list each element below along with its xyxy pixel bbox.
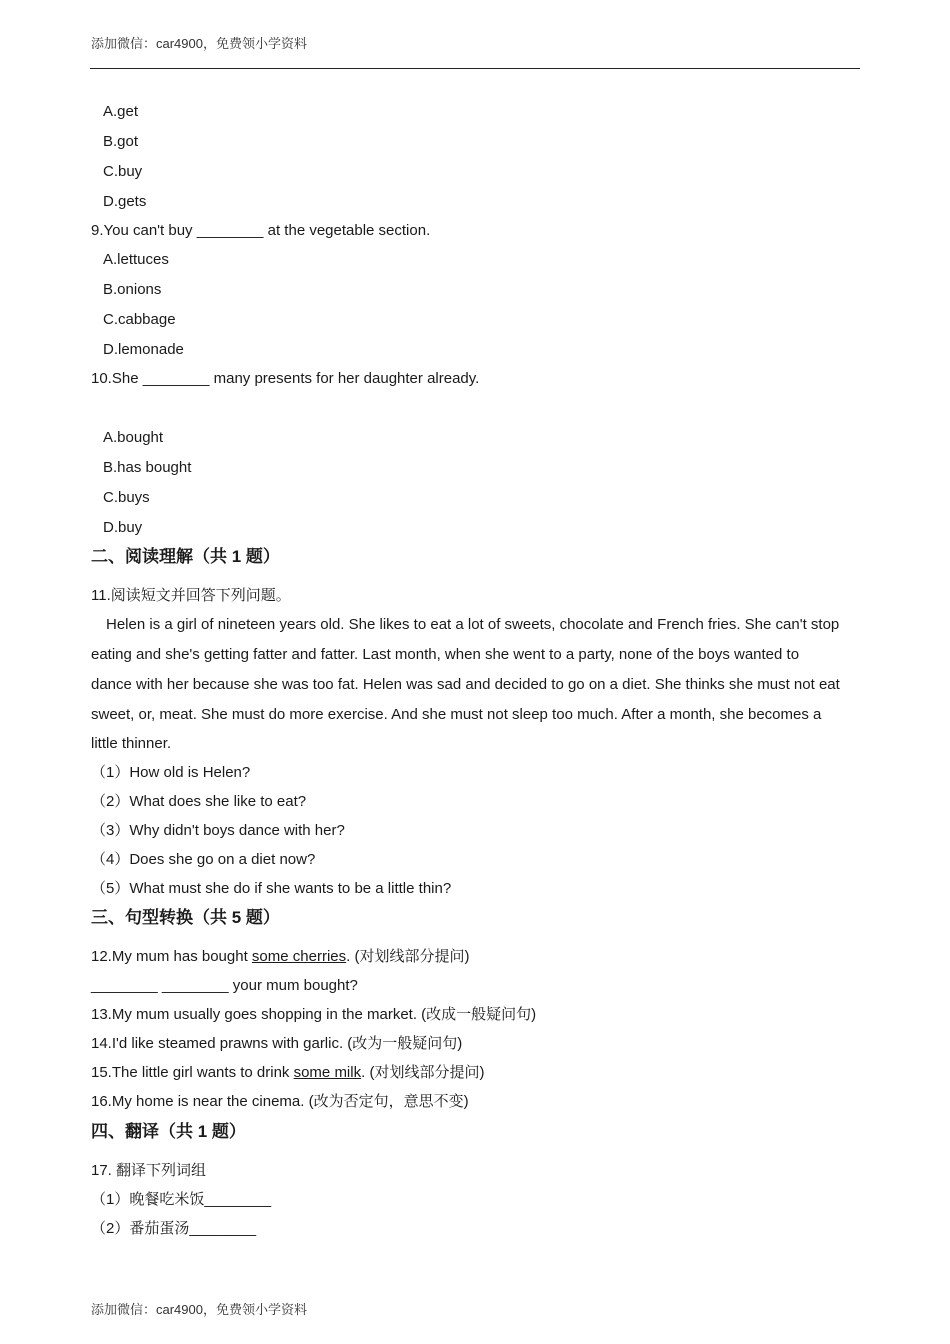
header-divider (90, 68, 860, 69)
q12-stem-after: . (对划线部分提问) (346, 948, 470, 965)
q9-stem: 9.You can't buy ________ at the vegetable section. (91, 222, 431, 239)
q8-option-a: A.get (103, 103, 139, 120)
q8-option-b: B.got (103, 133, 139, 150)
q10-option-b: B.has bought (103, 459, 192, 476)
q12-stem (91, 947, 469, 967)
section-title-reading: 二、阅读理解（共 1 题） (91, 547, 280, 566)
footer-note: 添加微信：car4900，免费领小学资料 (91, 1302, 307, 1317)
q13-stem: 13.My mum usually goes shopping in the market. (改成一般疑问句) (91, 1006, 537, 1023)
q9-option-d: D.lemonade (103, 341, 184, 358)
q10-stem: 10.She ________ many presents for her daughter already. (91, 370, 480, 387)
q11-stem: 11.阅读短文并回答下列问题。 (91, 587, 291, 604)
q10-option-d: D.buy (103, 519, 143, 536)
q8-option-d: D.gets (103, 193, 147, 210)
q9-option-a: A.lettuces (103, 251, 169, 268)
q16-stem: 16.My home is near the cinema. (改为否定句，意思不变) (91, 1093, 469, 1110)
q15-stem-before: 15.The little girl wants to drink (91, 1064, 294, 1081)
q8-option-c: C.buy (103, 163, 143, 180)
passage-line-2: eating and she's getting fatter and fatter. Last month, when she went to a party, none of the boys wanted to (91, 646, 800, 663)
q15-stem-after: . (对划线部分提问) (361, 1064, 485, 1081)
passage-line-4: sweet, or, meat. She must do more exercise. And she must not sleep too much. After a month, she becomes a (91, 706, 822, 723)
q15-underlined: some milk (293, 1064, 362, 1081)
q9-option-b: B.onions (103, 281, 162, 298)
q15-stem (91, 1063, 484, 1083)
q11-question-1: （1）How old is Helen? (91, 764, 251, 781)
passage-line-1: Helen is a girl of nineteen years old. She likes to eat a lot of sweets, chocolate and French fries. She can't stop (106, 616, 840, 633)
header-note: 添加微信：car4900，免费领小学资料 (91, 36, 307, 51)
q14-stem: 14.I'd like steamed prawns with garlic. (改为一般疑问句) (91, 1035, 463, 1052)
q11-question-5: （5）What must she do if she wants to be a little thin? (91, 880, 452, 897)
passage-line-5: little thinner. (91, 735, 172, 752)
q11-question-4: （4）Does she go on a diet now? (91, 851, 316, 868)
q11-question-3: （3）Why didn't boys dance with her? (91, 822, 345, 839)
q12-answer-line: ________ ________ your mum bought? (91, 977, 358, 994)
q12-stem-before: 12.My mum has bought (91, 948, 252, 965)
q12-underlined: some cherries (251, 948, 347, 965)
q9-option-c: C.cabbage (103, 311, 176, 328)
q17-item-2: （2）番茄蛋汤________ (91, 1220, 257, 1237)
section-title-translation: 四、翻译（共 1 题） (91, 1122, 246, 1141)
section-title-transform: 三、句型转换（共 5 题） (91, 908, 280, 927)
q17-stem: 17. 翻译下列词组 (91, 1162, 207, 1179)
q10-option-a: A.bought (103, 429, 164, 446)
passage-line-3: dance with her because she was too fat. Helen was sad and decided to go on a diet. She thinks she must not eat (91, 676, 840, 693)
q17-item-1: （1）晚餐吃米饭________ (91, 1191, 272, 1208)
q11-question-2: （2）What does she like to eat? (91, 793, 307, 810)
q10-option-c: C.buys (103, 489, 150, 506)
